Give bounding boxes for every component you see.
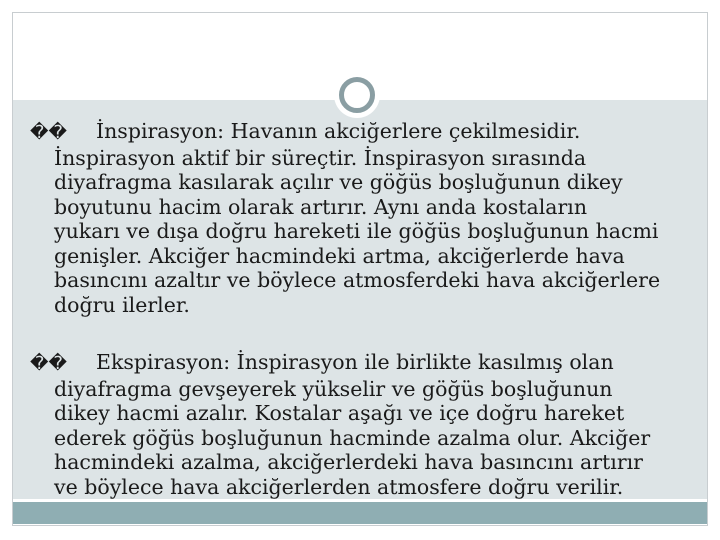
circle-ornament-icon <box>339 77 375 113</box>
paragraph-line: dikey hacmi azalır. Kostalar aşağı ve içe doğru hareket <box>54 401 625 425</box>
paragraph-line: ve böylece hava akciğerlerden atmosfere doğru verilir. <box>54 474 624 499</box>
bullet-icon: �� <box>30 353 67 374</box>
paragraph-line: diyafragma gevşeyerek yükselir ve göğüs boşluğunun <box>54 376 613 401</box>
footer-bar <box>13 502 707 524</box>
paragraph-line: genişler. Akciğer hacmindeki artma, akciğerlerde hava <box>54 243 625 268</box>
paragraph-line: boyutunu hacim olarak artırır. Aynı anda kostaların <box>54 194 588 219</box>
paragraph-line: diyafragma kasılarak açılır ve göğüs boşluğunun dikey <box>54 170 623 194</box>
paragraph-inspirasyon <box>30 119 690 317</box>
paragraph-line: ederek göğüs boşluğunun hacminde azalma olur. Akciğer <box>54 425 651 450</box>
paragraph-ekspirasyon <box>30 350 690 499</box>
paragraph-line: İnspirasyon: Havanın akciğerlere çekilmesidir. <box>96 119 581 143</box>
paragraph-line: hacmindeki azalma, akciğerlerdeki hava basıncını artırır <box>54 450 643 474</box>
bullet-icon: �� <box>30 122 67 143</box>
paragraph-line: Ekspirasyon: İnspirasyon ile birlikte kasılmış olan <box>96 350 614 374</box>
paragraph-first-line <box>30 119 690 146</box>
paragraph-line: İnspirasyon aktif bir süreçtir. İnspirasyon sırasında <box>54 145 587 170</box>
paragraph-first-line <box>30 350 690 377</box>
paragraph-line: yukarı ve dışa doğru hareketi ile göğüs boşluğunun hacmi <box>54 219 659 243</box>
paragraph-line: doğru ilerler. <box>54 292 190 317</box>
paragraph-line: basıncını azaltır ve böylece atmosferdeki hava akciğerlere <box>54 268 661 292</box>
